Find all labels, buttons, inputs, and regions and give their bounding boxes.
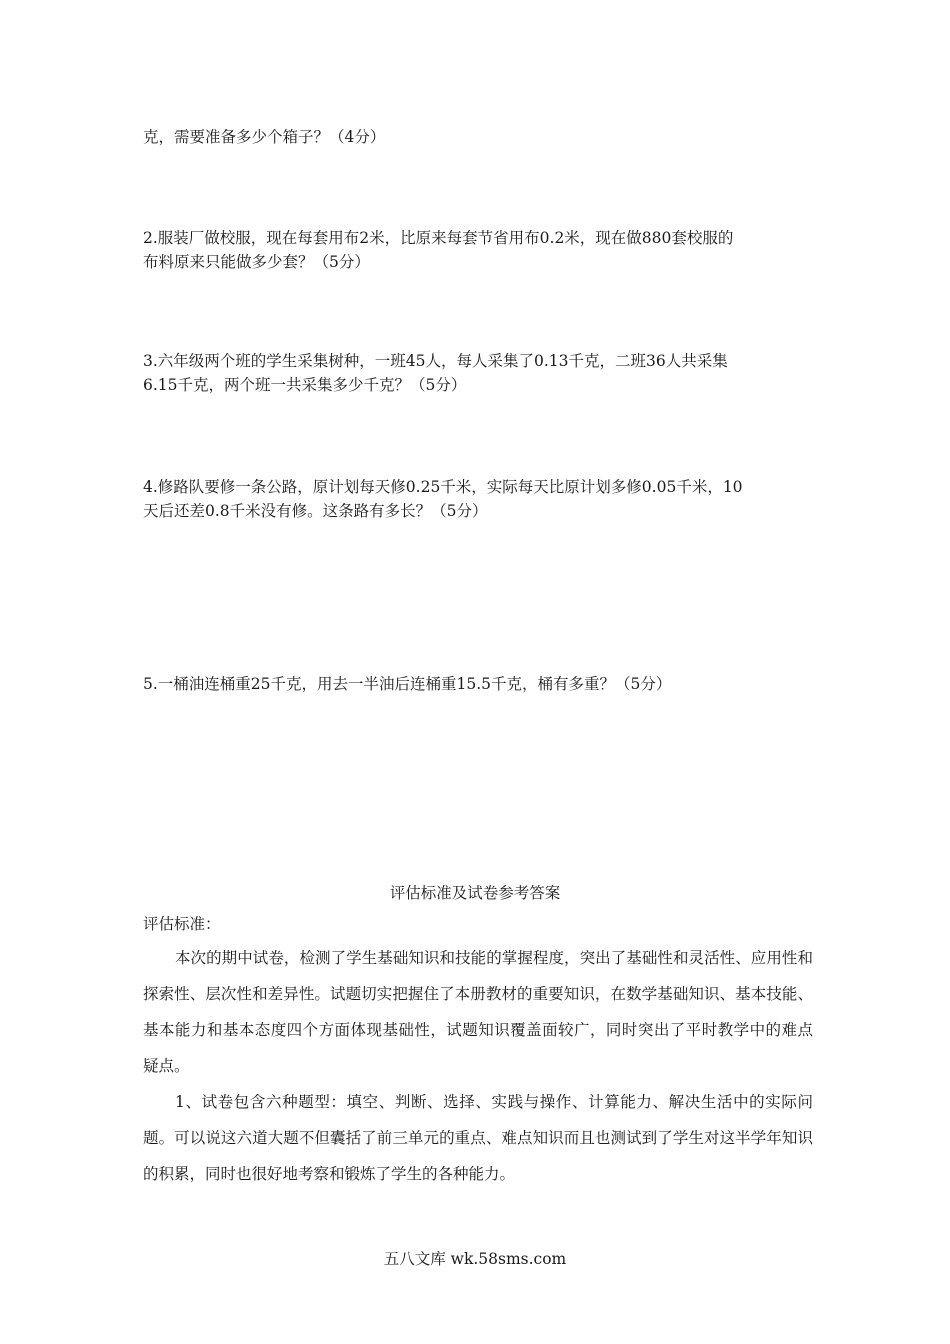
question-4-line-2: 天后还差0.8千米没有修。这条路有多长？（5分） — [143, 502, 488, 520]
question-3-line-1: 3.六年级两个班的学生采集树种，一班45人，每人采集了0.13千克，二班36人共采集 — [143, 352, 728, 370]
question-4-line-1: 4.修路队要修一条公路，原计划每天修0.25千米，实际每天比原计划多修0.05千米，10 — [143, 478, 743, 496]
question-2-line-1: 2.服装厂做校服，现在每套用布2米，比原来每套节省用布0.2米，现在做880套校服的 — [143, 229, 734, 247]
question-3-line-2: 6.15千克，两个班一共采集多少千克？（5分） — [143, 376, 467, 394]
assessment-paragraph-2: 1、试卷包含六种题型：填空、判断、选择、实践与操作、计算能力、解决生活中的实际问题。可以说这六道大题不但囊括了前三单元的重点、难点知识而且也测试到了学生对这半学年知识的积累，同时也很好地考察和锻炼了学生的各种能力。 — [143, 1093, 813, 1183]
question-2-line-2: 布料原来只能做多少套？（5分） — [143, 253, 370, 271]
footer-watermark: 五八文库 wk.58sms.com — [383, 1250, 567, 1268]
assessment-subtitle: 评估标准： — [143, 915, 221, 933]
assessment-paragraph-1: 本次的期中试卷，检测了学生基础知识和技能的掌握程度，突出了基础性和灵活性、应用性和探索性、层次性和差异性。试题切实把握住了本册教材的重要知识，在数学基础知识、基本技能、基本能力和基本态度四个方面体现基础性，试题知识覆盖面较广，同时突出了平时教学中的难点 疑点。 — [143, 949, 813, 1075]
question-5: 5.一桶油连桶重25千克，用去一半油后连桶重15.5千克，桶有多重？（5分） — [143, 675, 672, 693]
assessment-title: 评估标准及试卷参考答案 — [389, 884, 561, 902]
question-1-tail: 克，需要准备多少个箱子？（4分） — [143, 128, 386, 146]
